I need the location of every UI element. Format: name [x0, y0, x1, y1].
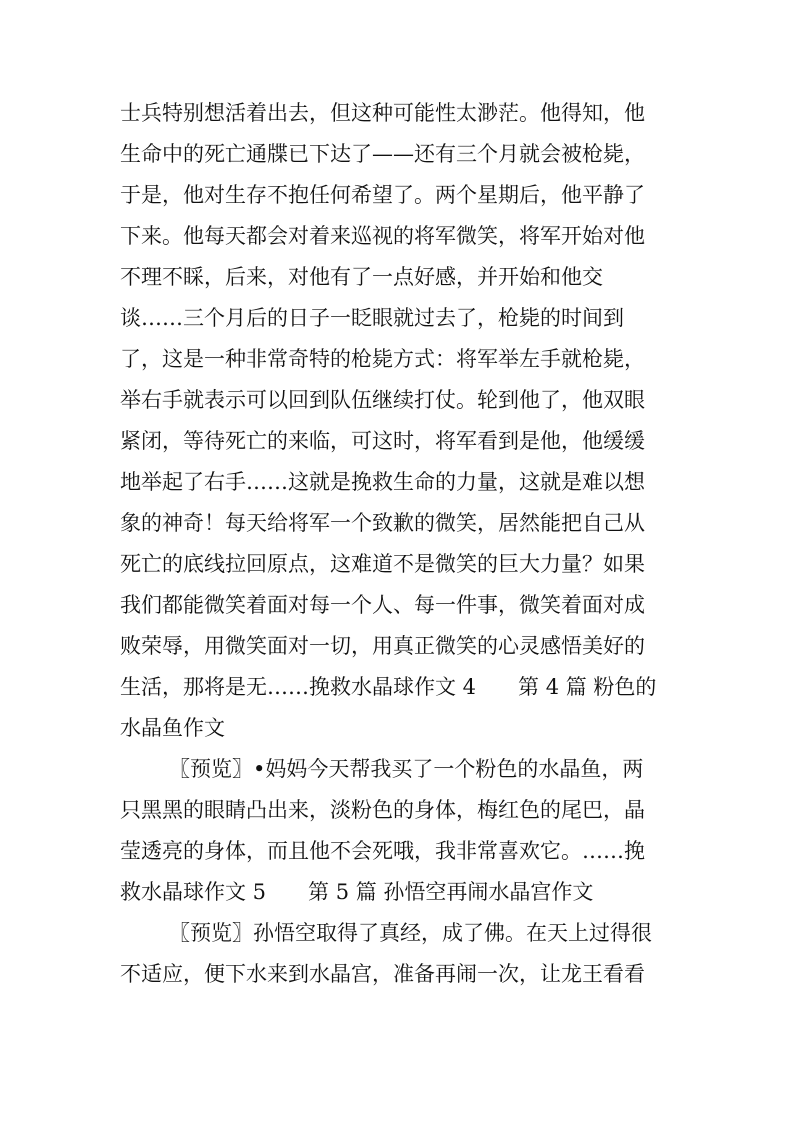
text-line: 紧闭，等待死亡的来临，可这时，将军看到是他，他缓缓: [120, 429, 645, 453]
text-line: 下来。他每天都会对着来巡视的将军微笑，将军开始对他: [120, 224, 645, 248]
text-line: 谈……三个月后的日子一眨眼就过去了，枪毙的时间到: [120, 306, 624, 330]
preview-paragraph-start: 〖预览〗孙悟空取得了真经，成了佛。在天上过得很: [169, 921, 652, 945]
text-line: 了，这是一种非常奇特的枪毙方式：将军举左手就枪毙，: [120, 347, 645, 371]
text-line: 于是，他对生存不抱任何希望了。两个星期后，他平静了: [120, 183, 645, 207]
section-title-line: 水晶鱼作文: [120, 716, 225, 740]
text-line: 救水晶球作文 5 第 5 篇 孙悟空再闹水晶宫作文: [120, 880, 594, 904]
text-line: 败荣辱，用微笑面对一切，用真正微笑的心灵感悟美好的: [120, 634, 645, 658]
text-line: 死亡的底线拉回原点，这难道不是微笑的巨大力量？如果: [120, 552, 645, 576]
text-line: 举右手就表示可以回到队伍继续打仗。轮到他了，他双眼: [120, 388, 645, 412]
text-line: 象的神奇！每天给将军一个致歉的微笑，居然能把自己从: [120, 511, 645, 535]
text-line: 莹透亮的身体，而且他不会死哦，我非常喜欢它。……挽: [120, 839, 645, 863]
text-line: 士兵特别想活着出去，但这种可能性太渺茫。他得知，他: [120, 101, 645, 125]
text-line: 不理不睬，后来，对他有了一点好感，并开始和他交: [120, 265, 603, 289]
text-line: 生活，那将是无……挽救水晶球作文 4 第 4 篇 粉色的: [120, 675, 657, 699]
text-line: 我们都能微笑着面对每一个人、每一件事，微笑着面对成: [120, 593, 645, 617]
text-line: 地举起了右手……这就是挽救生命的力量，这就是难以想: [120, 470, 645, 494]
text-line: 生命中的死亡通牒已下达了——还有三个月就会被枪毙，: [120, 142, 645, 166]
text-line: 不适应，便下水来到水晶宫，准备再闹一次，让龙王看看: [120, 962, 645, 986]
preview-paragraph-start: 〖预览〗•妈妈今天帮我买了一个粉色的水晶鱼，两: [169, 757, 644, 781]
text-line: 只黑黑的眼睛凸出来，淡粉色的身体，梅红色的尾巴，晶: [120, 798, 645, 822]
